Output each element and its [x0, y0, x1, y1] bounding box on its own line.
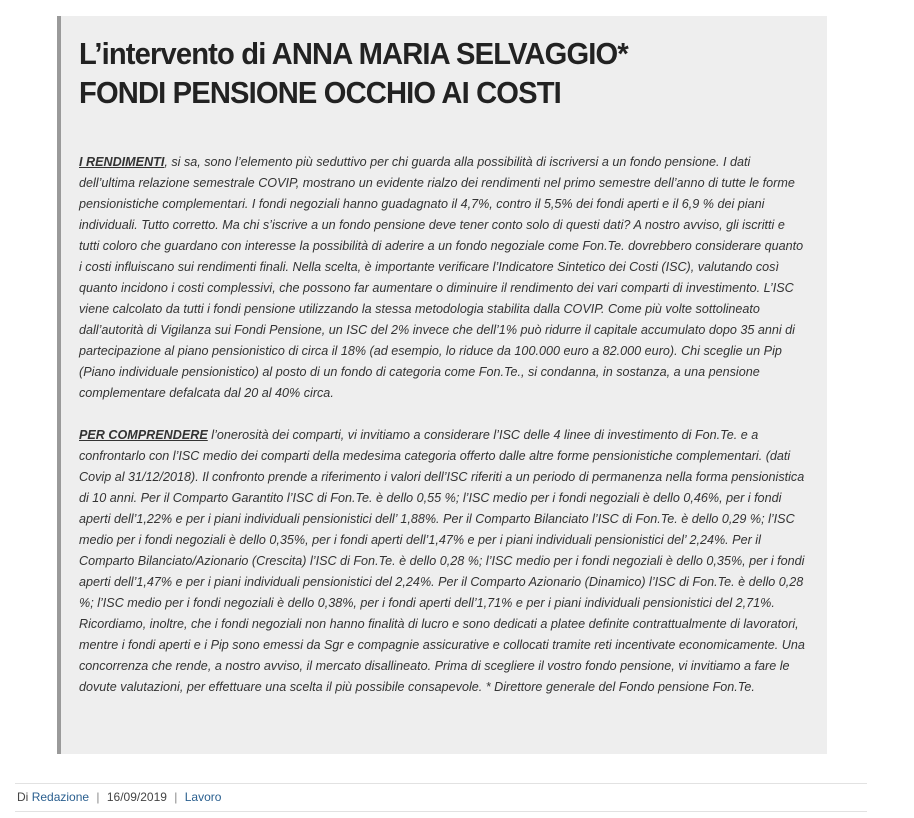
paragraph-rendimenti	[79, 152, 805, 404]
post-meta	[15, 783, 867, 812]
category-link[interactable]: Lavoro	[184, 790, 222, 804]
meta-separator: |	[174, 790, 178, 804]
title-line-1: L’intervento di ANNA MARIA SELVAGGIO*	[79, 36, 628, 71]
paragraph-comprendere	[79, 425, 805, 698]
meta-separator: |	[96, 790, 100, 804]
paragraph-text: , si sa, sono l’elemento più seduttivo per chi guarda alla possibilità di iscriversi a un fondo pensione. I dati dell’ultima relazione semestrale COVIP, mostrano un evidente rialzo dei rendimenti nel primo semestre dell’anno di tutte le forme pensionistiche complementari. I fondi negoziali hanno guadagnato il 4,7%, contro il 5,5% dei fondi aperti e il 6,9 % dei piani individuali. Tutto corretto. Ma chi s’iscrive a un fondo pensione deve tener conto solo di questi dati? A nostro avviso, gli iscritti e tutti coloro che guardano con interesse la possibilità di aderire a un fondo negoziale come Fon.Te. dovrebbero considerare quanto i costi influiscano sui rendimenti finali. Nella scelta, è importante verificare l’Indicatore Sintetico dei Costi (ISC), valutando così quanto incidono i costi complessivi, che possono far aumentare o diminuire il rendimento dei vari comparti di investimento. L’ISC viene calcolato da tutti i fondi pensione utilizzando la stessa metodologia stabilita dalla COVIP. Come più volte sottolineato dall’autorità di Vigilanza sui Fondi Pensione, un ISC del 2% invece che dell’1% può ridurre il capitale accumulato dopo 35 anni di partecipazione al piano pensionistico di circa il 18% (ad esempio, lo riduce da 100.000 euro a 82.000 euro). Chi sceglie un Pip (Piano individuale pensionistico) al posto di un fondo di categoria come Fon.Te., si condanna, in sostanza, a una pensione complementare defalcata dal 20 al 40% circa.	[79, 155, 804, 400]
article-title	[79, 34, 756, 112]
paragraph-text: l’onerosità dei comparti, vi invitiamo a considerare l’ISC delle 4 linee di investimento di Fon.Te. e a confrontarlo con l’ISC medio dei comparti della medesima categoria offerto dalle altre forme pensionistiche complementari. (dati Covip al 31/12/2018). Il confronto prende a riferimento i valori dell’ISC riferiti a un periodo di permanenza nella forma pensionistica di 10 anni. Per il Comparto Garantito l’ISC di Fon.Te. è dello 0,55 %; l’ISC medio per i fondi negoziali è dello 0,46%, per i fondi aperti dell’1,22% e per i piani individuali pensionistici dell’ 1,88%. Per il Comparto Bilanciato l’ISC di Fon.Te. è dello 0,29 %; l’ISC medio per i fondi negoziali è dello 0,35%, per i fondi aperti dell’1,47% e per i piani individuali pensionistici del’ 2,24%. Per il Comparto Bilanciato/Azionario (Crescita) l’ISC di Fon.Te. è dello 0,28 %; l’ISC medio per i fondi negoziali è dello 0,35%, per i fondi aperti dell’1,47% e per i piani individuali pensionistici del 2,24%. Per il Comparto Azionario (Dinamico) l’ISC di Fon.Te. è dello 0,28 %; l’ISC medio per i fondi negoziali è dello 0,38%, per i fondi aperti dell’1,71% e per i piani individuali pensionistici del 2,71%. Ricordiamo, inoltre, che i fondi negoziali non hanno finalità di lucro e sono dedicati a platee definite contrattualmente di lavoratori, mentre i fondi aperti e i Pip sono emessi da Sgr e compagnie assicurative e collocati tramite reti incentivate economicamente. Una concorrenza che rende, a nostro avviso, il mercato disallineato. Prima di scegliere il vostro fondo pensione, vi invitiamo a fare le dovute valutazioni, per effettuare una scelta il più possibile consapevole. * Direttore generale del Fondo pensione Fon.Te.	[79, 428, 805, 694]
paragraph-lead: PER COMPRENDERE	[79, 428, 208, 442]
author-link[interactable]: Redazione	[31, 790, 90, 804]
post-date: 16/09/2019	[106, 790, 167, 804]
paragraph-lead: I RENDIMENTI	[79, 155, 165, 169]
byline-label: Di	[17, 790, 29, 804]
article-blockquote	[57, 16, 827, 754]
title-line-2: FONDI PENSIONE OCCHIO AI COSTI	[79, 75, 561, 110]
